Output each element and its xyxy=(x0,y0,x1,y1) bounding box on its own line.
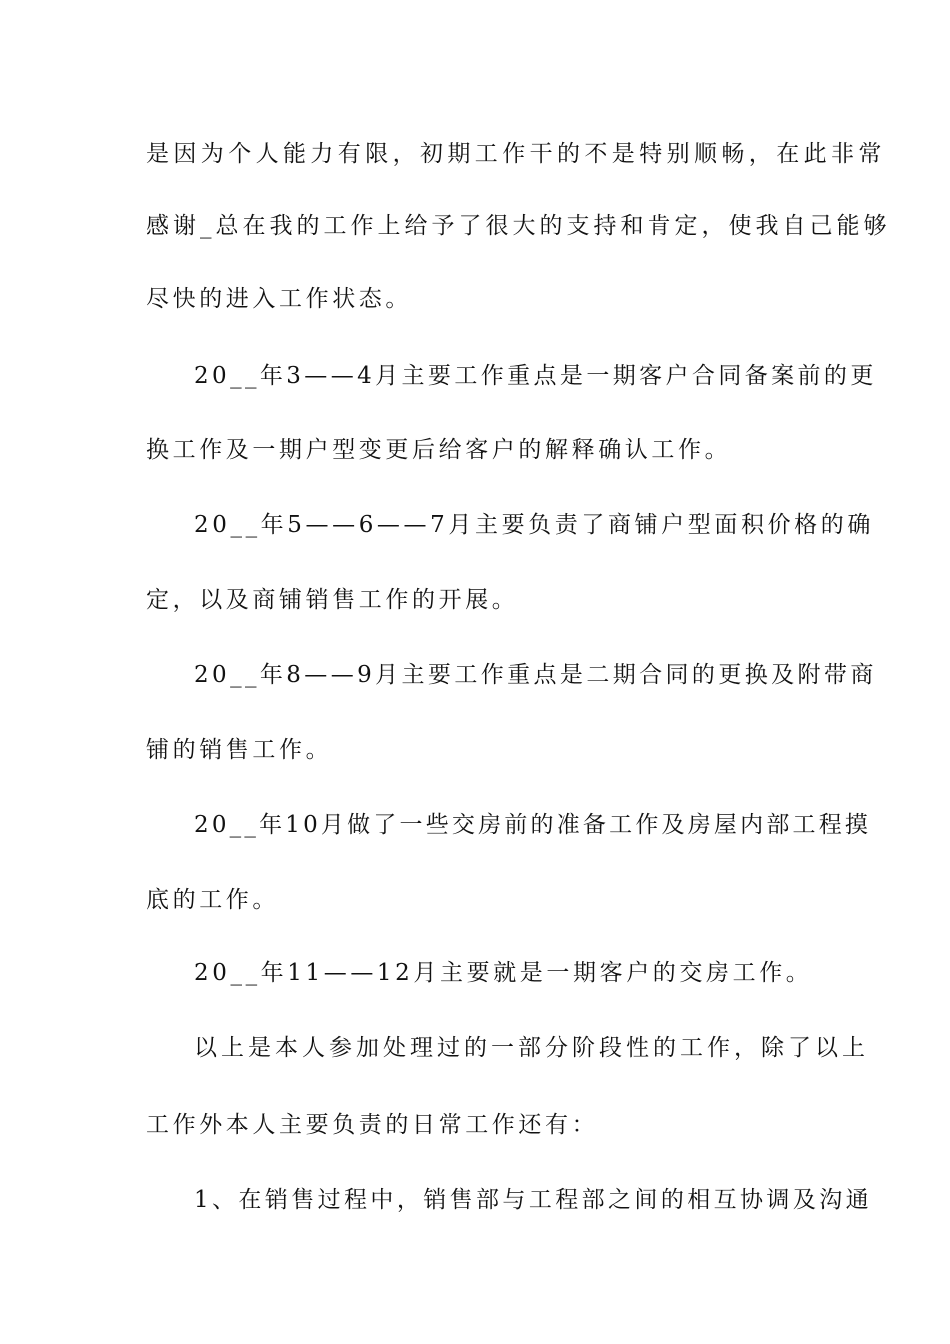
text-line: 20__年8——9月主要工作重点是二期合同的更换及附带商 xyxy=(194,662,877,688)
text-line: 尽快的进入工作状态。 xyxy=(146,286,412,312)
text-line: 感谢_总在我的工作上给予了很大的支持和肯定，使我自己能够 xyxy=(146,213,891,239)
text-line: 是因为个人能力有限，初期工作干的不是特别顺畅，在此非常 xyxy=(146,141,886,167)
text-line: 底的工作。 xyxy=(146,887,279,913)
text-line: 20__年11——12月主要就是一期客户的交房工作。 xyxy=(194,960,813,986)
text-line: 1、在销售过程中，销售部与工程部之间的相互协调及沟通 xyxy=(194,1187,873,1213)
text-line: 以上是本人参加处理过的一部分阶段性的工作，除了以上 xyxy=(194,1035,869,1061)
text-line: 铺的销售工作。 xyxy=(146,737,333,763)
text-line: 定，以及商铺销售工作的开展。 xyxy=(146,587,519,613)
text-line: 工作外本人主要负责的日常工作还有： xyxy=(146,1112,599,1138)
text-line: 20__年10月做了一些交房前的准备工作及房屋内部工程摸 xyxy=(194,812,872,838)
text-line: 20__年3——4月主要工作重点是一期客户合同备案前的更 xyxy=(194,363,877,389)
text-line: 20__年5——6——7月主要负责了商铺户型面积价格的确 xyxy=(194,512,874,538)
text-line: 换工作及一期户型变更后给客户的解释确认工作。 xyxy=(146,437,732,463)
